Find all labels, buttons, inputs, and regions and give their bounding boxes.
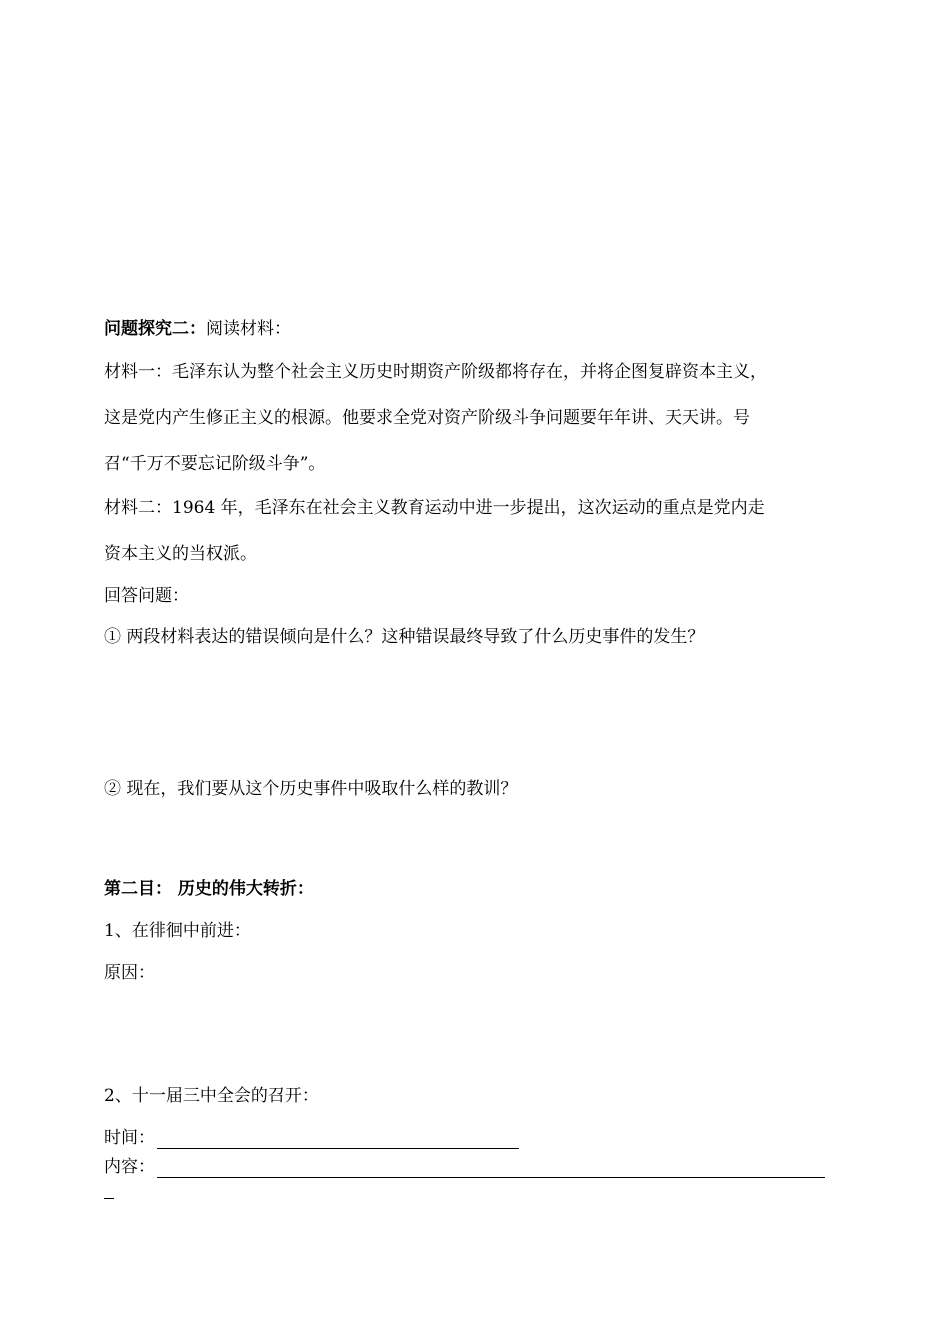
inquiry-heading-tail: 阅读材料： (206, 319, 291, 339)
section-two-heading: 第二目： 历史的伟大转折： (104, 879, 314, 899)
content-blank[interactable] (157, 1161, 825, 1178)
material2-line1: 材料二：1964 年，毛泽东在社会主义教育运动中进一步提出，这次运动的重点是党内走 (104, 498, 765, 518)
item-2: 2、十一届三中全会的召开： (104, 1086, 319, 1106)
material2-line2: 资本主义的当权派。 (104, 544, 257, 564)
time-label: 时间： (104, 1128, 155, 1148)
material1-line1: 材料一：毛泽东认为整个社会主义历史时期资产阶级都将存在，并将企图复辟资本主义， (104, 362, 767, 382)
reason-label: 原因： (104, 963, 155, 983)
material1-line2: 这是党内产生修正主义的根源。他要求全党对资产阶级斗争问题要年年讲、天天讲。号 (104, 408, 750, 428)
material1-line3: 召“千万不要忘记阶级斗争”。 (104, 454, 326, 474)
content-label: 内容： (104, 1157, 155, 1177)
time-line (104, 1127, 519, 1149)
time-blank[interactable] (157, 1132, 519, 1149)
inquiry-heading-line (104, 318, 291, 340)
item-1: 1、在徘徊中前进： (104, 921, 251, 941)
question-1: ① 两段材料表达的错误倾向是什么？这种错误最终导致了什么历史事件的发生？ (104, 627, 705, 647)
answer-prompt: 回答问题： (104, 586, 189, 606)
content-line (104, 1156, 825, 1178)
question-2: ② 现在，我们要从这个历史事件中吸取什么样的教训？ (104, 779, 518, 799)
content-blank-continuation (104, 1198, 114, 1199)
inquiry-heading: 问题探究二： (104, 319, 206, 339)
